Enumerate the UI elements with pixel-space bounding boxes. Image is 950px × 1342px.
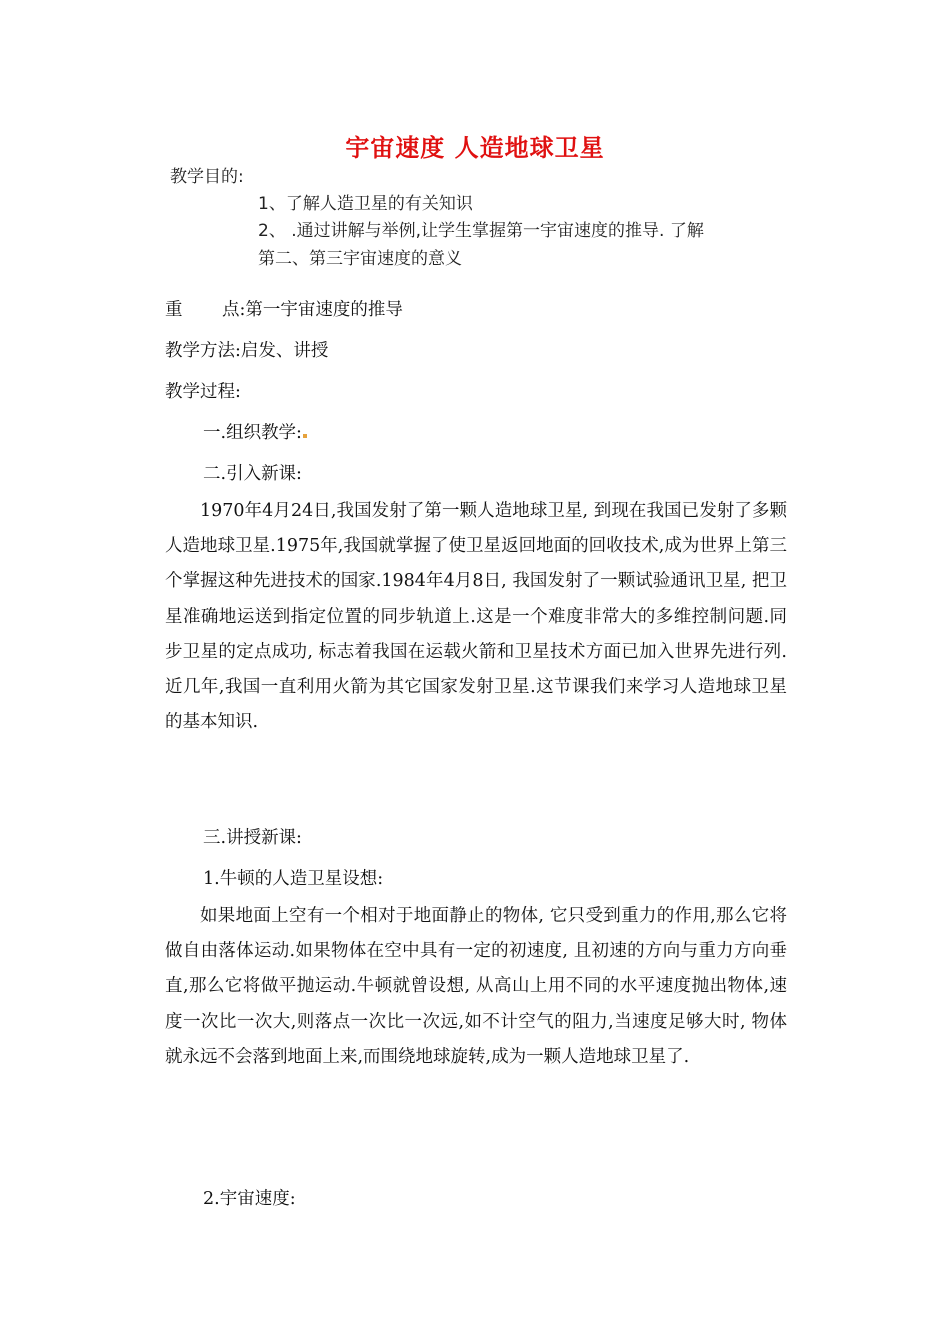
teaching-goal-1: 1、了解人造卫星的有关知识 (258, 194, 473, 214)
section-heading-2: 二.引入新课: (203, 464, 302, 484)
document-title: 宇宙速度 人造地球卫星 (345, 134, 605, 162)
key-point-text: 点:第一宇宙速度的推导 (222, 300, 403, 320)
teaching-method: 教学方法:启发、讲授 (165, 341, 329, 361)
teaching-goal-2-line-1: 2、 .通过讲解与举例,让学生掌握第一宇宙速度的推导. 了解 (258, 221, 704, 241)
newton-paragraph: 如果地面上空有一个相对于地面静止的物体, 它只受到重力的作用,那么它将做自由落体运动.如果物体在空中具有一定的初速度, 且初速的方向与重力方向垂直,那么它将做平抛运动.牛顿就曾设想, 从高山上用不同的水平速度抛出物体,速度一次比一次大,则落点一次比一次远,如不计空气的阻力,当速度足够大时, 物体就永远不会落到地面上来,而围绕地球旋转,成为一颗人造地球卫星了. (165, 906, 787, 1067)
subsection-heading-2: 2.宇宙速度: (203, 1189, 296, 1209)
section-heading-1 (203, 419, 308, 444)
edit-mark-icon (303, 434, 307, 438)
teaching-goals-label: 教学目的: (170, 167, 244, 187)
section-heading-3: 三.讲授新课: (203, 828, 302, 848)
intro-paragraph: 1970年4月24日,我国发射了第一颗人造地球卫星, 到现在我国已发射了多颗人造地球卫星.1975年,我国就掌握了使卫星返回地面的回收技术,成为世界上第三个掌握这种先进技术的国家.1984年4月8日, 我国发射了一颗试验通讯卫星, 把卫星准确地运送到指定位置的同步轨道上.这是一个难度非常大的多维控制问题.同步卫星的定点成功, 标志着我国在运载火箭和卫星技术方面已加入世界先进行列.近几年,我国一直利用火箭为其它国家发射卫星.这节课我们来学习人造地球卫星的基本知识. (165, 501, 787, 733)
subsection-heading-1: 1.牛顿的人造卫星设想: (203, 869, 384, 889)
key-point-line (165, 296, 403, 321)
section-heading-1-text: 一.组织教学: (203, 423, 302, 443)
teaching-process-heading: 教学过程: (165, 382, 241, 402)
teaching-goal-2-line-2: 第二、第三宇宙速度的意义 (258, 249, 462, 269)
key-point-label: 重 (165, 300, 183, 320)
